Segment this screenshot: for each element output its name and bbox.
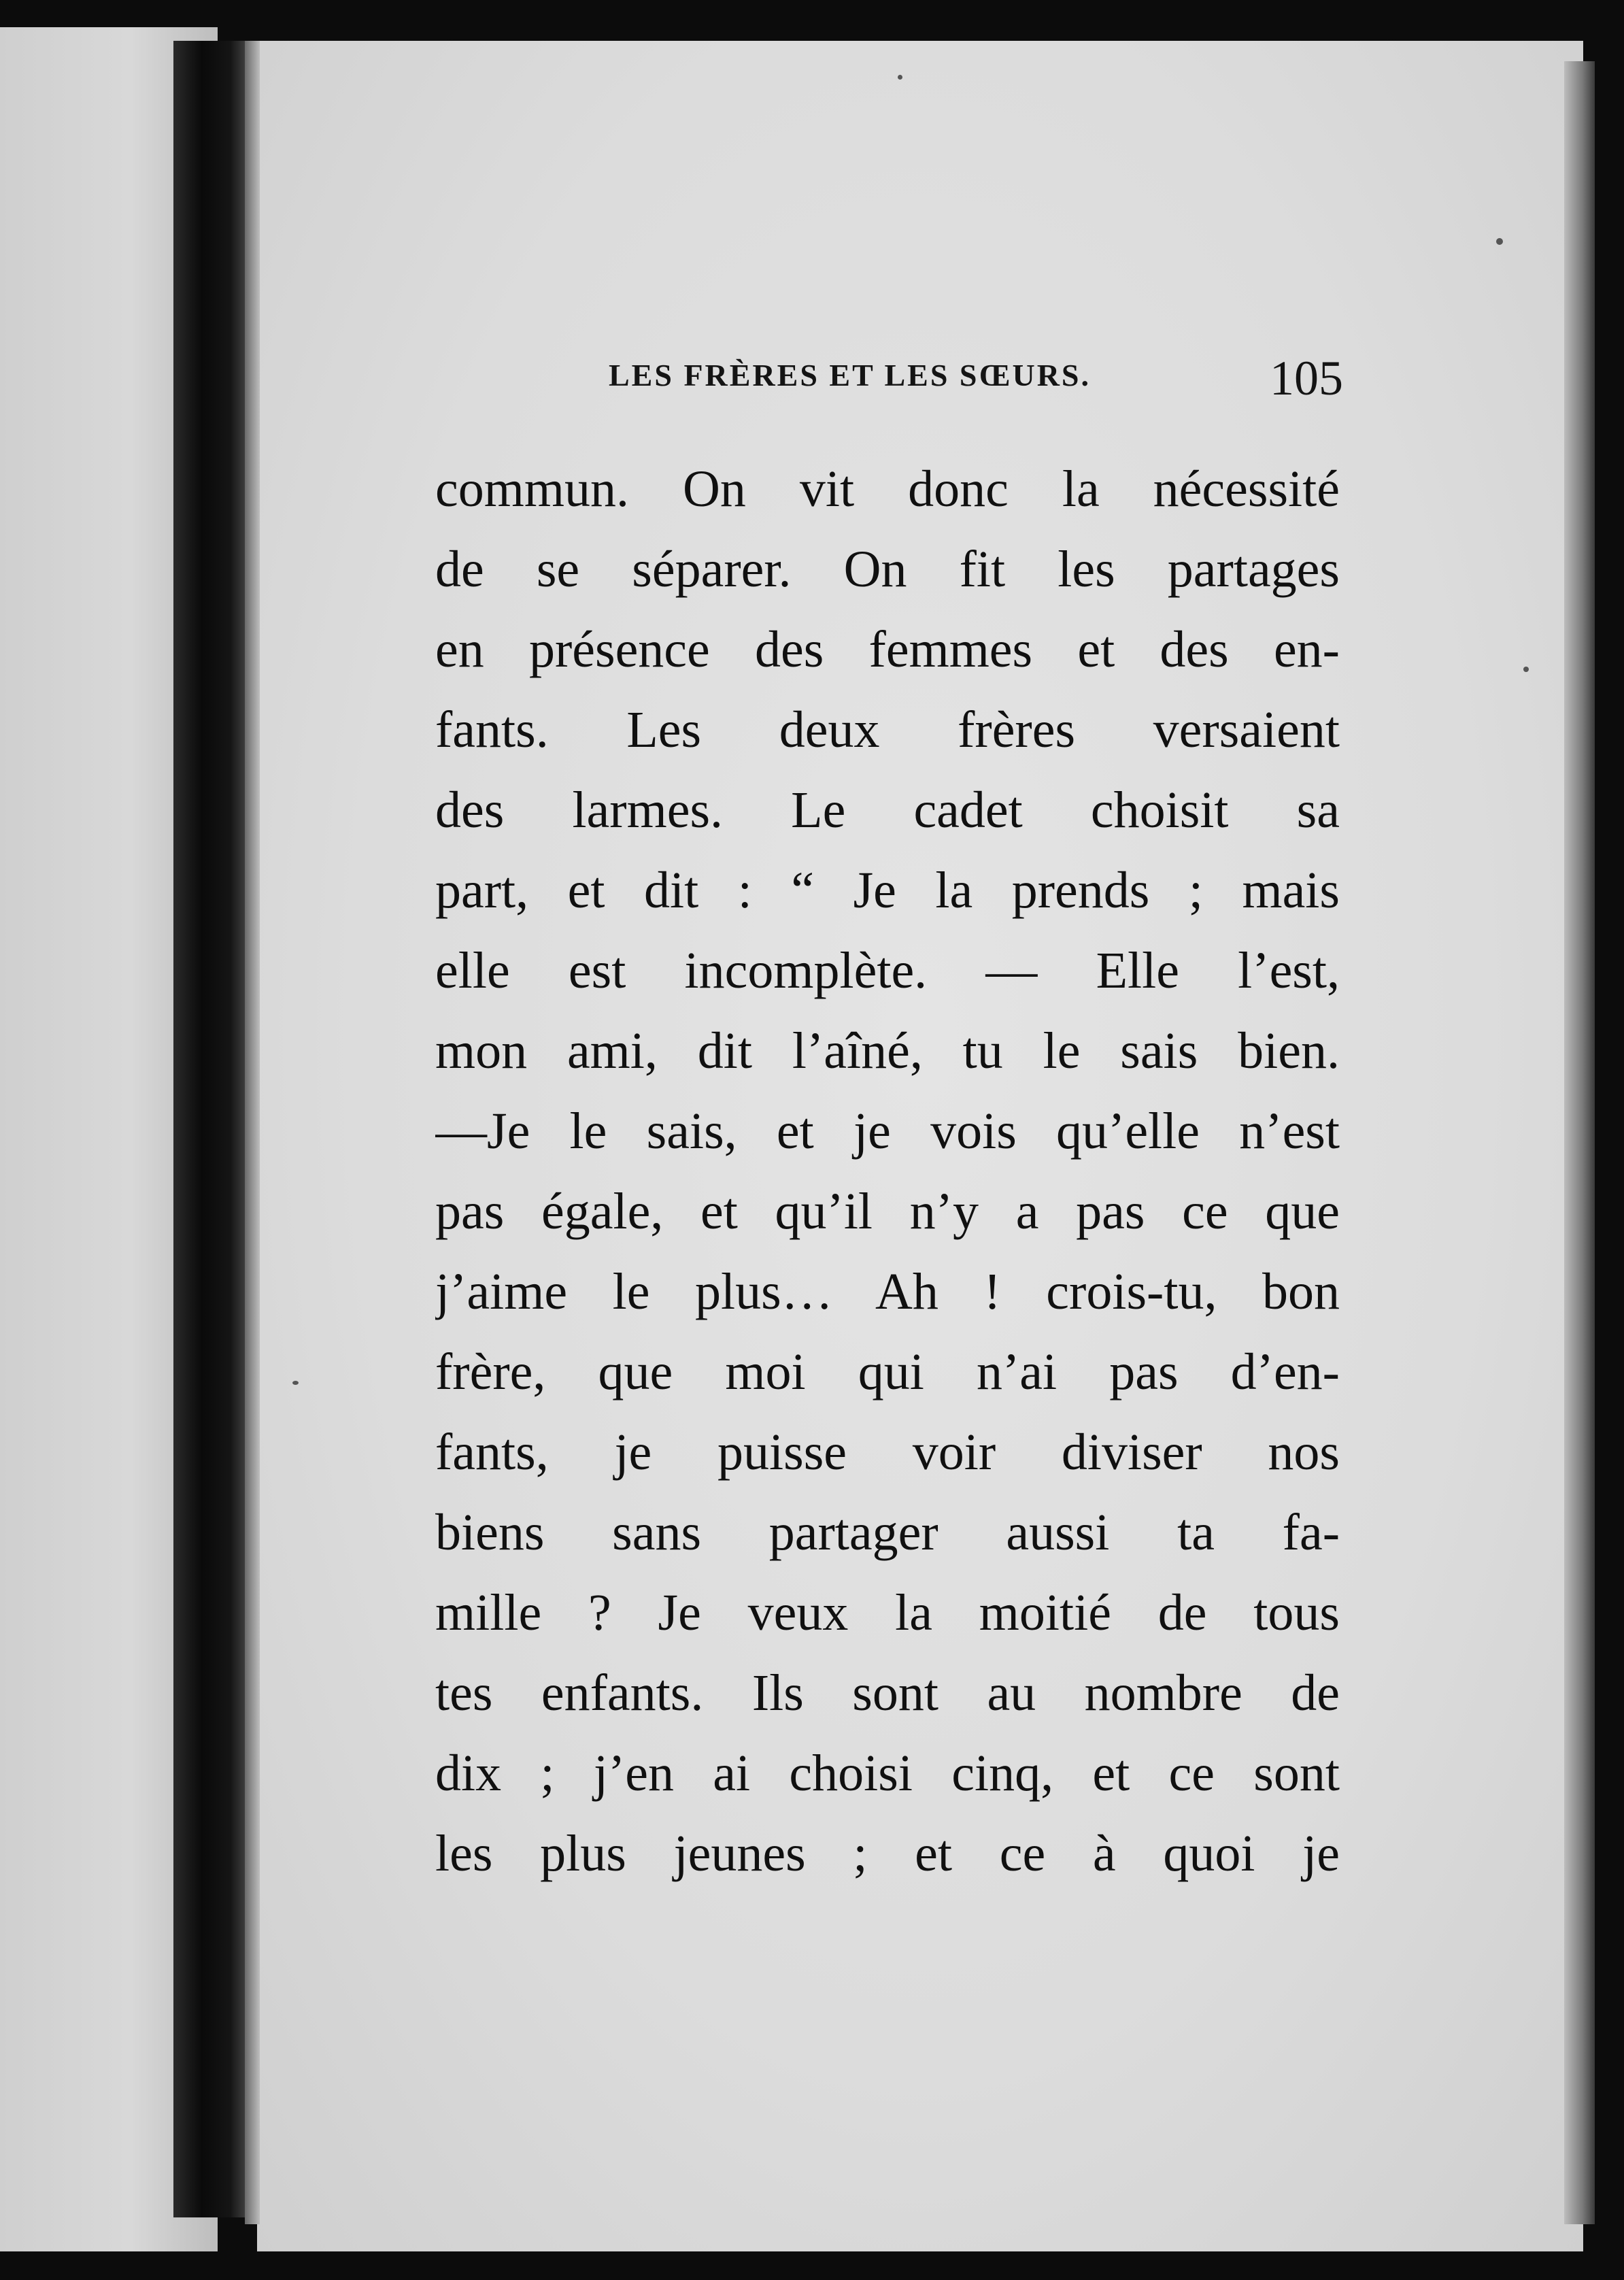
page-number: 105: [1270, 351, 1343, 405]
text-line: des larmes. Le cadet choisit sa: [435, 782, 1340, 839]
text-line: les plus jeunes ; et ce à quoi je: [435, 1825, 1340, 1882]
text-line: tes enfants. Ils sont au nombre de: [435, 1664, 1340, 1722]
text-line: biens sans partager aussi ta fa-: [435, 1504, 1340, 1561]
text-line: mille ? Je veux la moitié de tous: [435, 1584, 1340, 1641]
text-line: dix ; j’en ai choisi cinq, et ce sont: [435, 1745, 1340, 1802]
paper-speck: [292, 1381, 299, 1385]
gutter-edge: [245, 41, 260, 2224]
running-title: LES FRÈRES ET LES SŒURS.: [609, 358, 1092, 392]
book-gutter: [173, 41, 255, 2217]
text-line: part, et dit : “ Je la prends ; mais: [435, 862, 1340, 919]
text-line: mon ami, dit l’aîné, tu le sais bien.: [435, 1022, 1340, 1079]
text-line: pas égale, et qu’il n’y a pas ce que: [435, 1183, 1340, 1240]
text-line: fants. Les deux frères versaient: [435, 701, 1340, 758]
text-line: en présence des femmes et des en-: [435, 621, 1340, 678]
paper-speck: [1496, 238, 1503, 245]
text-line: fants, je puisse voir diviser nos: [435, 1424, 1340, 1481]
text-line: —Je le sais, et je vois qu’elle n’est: [435, 1103, 1340, 1160]
text-line: frère, que moi qui n’ai pas d’en-: [435, 1343, 1340, 1401]
text-line: de se séparer. On fit les partages: [435, 541, 1340, 598]
page-right-edge: [1564, 61, 1595, 2224]
paper-speck: [898, 75, 902, 80]
running-head: [609, 350, 1343, 405]
text-line: j’aime le plus… Ah ! crois-tu, bon: [435, 1263, 1340, 1320]
text-line: commun. On vit donc la nécessité: [435, 460, 1340, 518]
paper-speck: [1523, 667, 1529, 672]
text-line: elle est incomplète. — Elle l’est,: [435, 942, 1340, 999]
body-text: [435, 449, 1340, 1894]
